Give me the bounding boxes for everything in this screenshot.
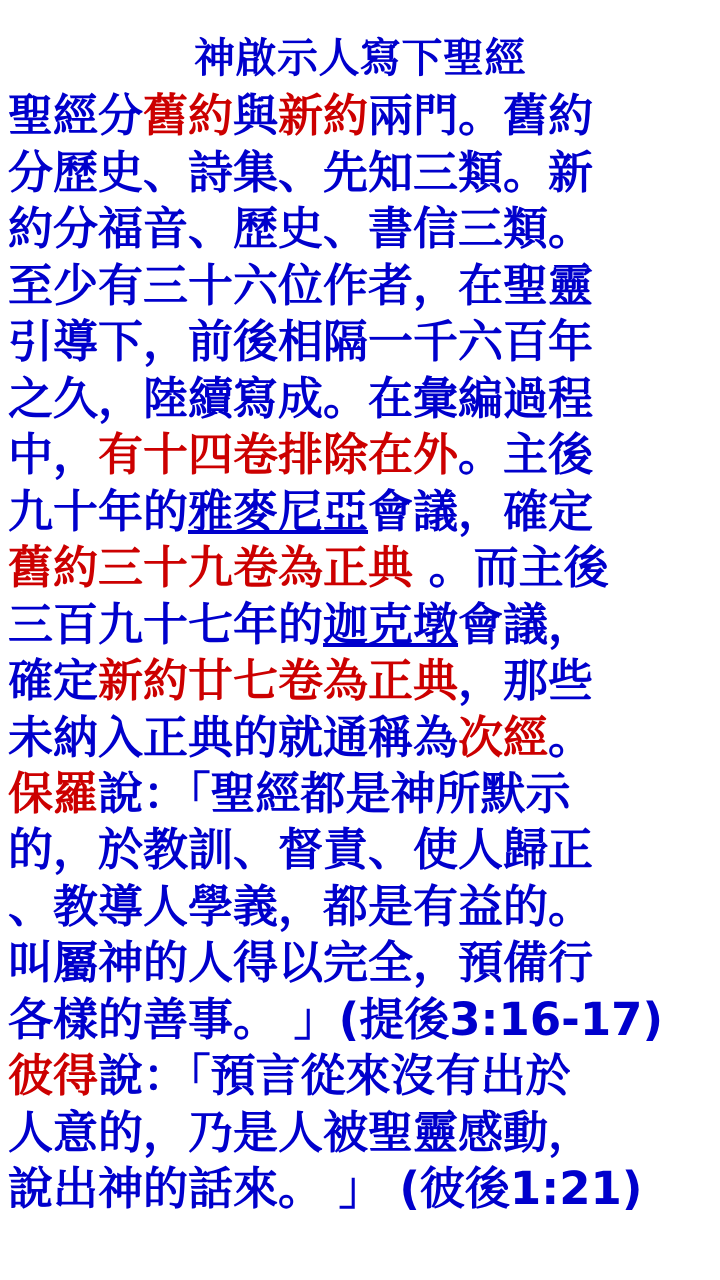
body-span: 會議，確定 xyxy=(368,484,594,538)
body-span: 各樣的善事。 」(提後3:16-17) xyxy=(8,992,664,1046)
emphasis-text: 舊約三十九卷為正典 xyxy=(8,541,414,595)
emphasis-text: 有十四卷排除在外 xyxy=(98,428,459,482)
body-span: 的，於教訓、督責、使人歸正 xyxy=(8,823,594,877)
body-text xyxy=(8,88,712,1217)
body-span: 兩門。舊約 xyxy=(368,89,594,143)
body-span: 、教導人學義，都是有益的。 xyxy=(8,879,594,933)
text-line xyxy=(8,935,712,991)
page-title: 神啟示人寫下聖經 xyxy=(194,34,526,82)
emphasis-text: 新約 xyxy=(278,89,369,143)
text-line xyxy=(8,371,712,427)
body-span: 約分福音、歷史、書信三類。 xyxy=(8,202,594,256)
text-line xyxy=(8,822,712,878)
emphasis-text: 次經 xyxy=(458,710,549,764)
body-span: 未納入正典的就通稱為 xyxy=(8,710,459,764)
text-line xyxy=(8,992,712,1048)
body-span: 說：「預言從來沒有出於 xyxy=(98,1049,571,1103)
body-span: ，那些 xyxy=(458,654,594,708)
text-line xyxy=(8,314,712,370)
text-line xyxy=(8,597,712,653)
underlined-term: 雅麥尼亞 xyxy=(188,484,369,538)
body-span: 說：「聖經都是神所默示 xyxy=(98,767,571,820)
body-span: 引導下，前後相隔一千六百年 xyxy=(8,315,594,369)
body-span: 確定 xyxy=(8,654,99,708)
text-line xyxy=(8,766,712,822)
text-line xyxy=(8,540,712,596)
body-span: 九十年的 xyxy=(8,484,189,538)
body-span: 。而主後 xyxy=(413,541,609,595)
body-span: 中， xyxy=(8,428,99,482)
body-span: 分歷史、詩集、先知三類。新 xyxy=(8,145,594,199)
emphasis-text: 彼得 xyxy=(8,1049,99,1103)
text-line xyxy=(8,1105,712,1161)
text-line xyxy=(8,484,712,540)
text-line xyxy=(8,88,712,144)
body-span: 。 xyxy=(548,710,594,764)
body-span: 叫屬神的人得以完全，預備行 xyxy=(8,936,594,990)
text-line xyxy=(8,879,712,935)
body-span: 之久，陸續寫成。在彙編過程 xyxy=(8,371,594,425)
text-line xyxy=(8,1161,712,1217)
emphasis-text: 舊約 xyxy=(143,89,234,143)
text-line xyxy=(8,1048,712,1104)
body-span: 三百九十七年的 xyxy=(8,597,324,651)
text-line xyxy=(8,145,712,201)
body-span: 。主後 xyxy=(458,428,594,482)
emphasis-text: 新約廿七卷為正典 xyxy=(98,654,459,708)
text-line xyxy=(8,653,712,709)
body-span: 聖經分 xyxy=(8,89,144,143)
text-line xyxy=(8,258,712,314)
body-span: 人意的，乃是人被聖靈感動， xyxy=(8,1105,594,1159)
underlined-term: 迦克墩 xyxy=(323,597,459,651)
body-span: 會議， xyxy=(458,597,594,651)
emphasis-text: 保羅 xyxy=(8,767,99,820)
body-span: 至少有三十六位作者，在聖靈 xyxy=(8,258,594,312)
body-span: 與 xyxy=(233,89,279,143)
body-span: 說出神的話來。 」 (彼後1:21) xyxy=(8,1162,643,1216)
text-line xyxy=(8,201,712,257)
text-line xyxy=(8,427,712,483)
text-line xyxy=(8,710,712,766)
